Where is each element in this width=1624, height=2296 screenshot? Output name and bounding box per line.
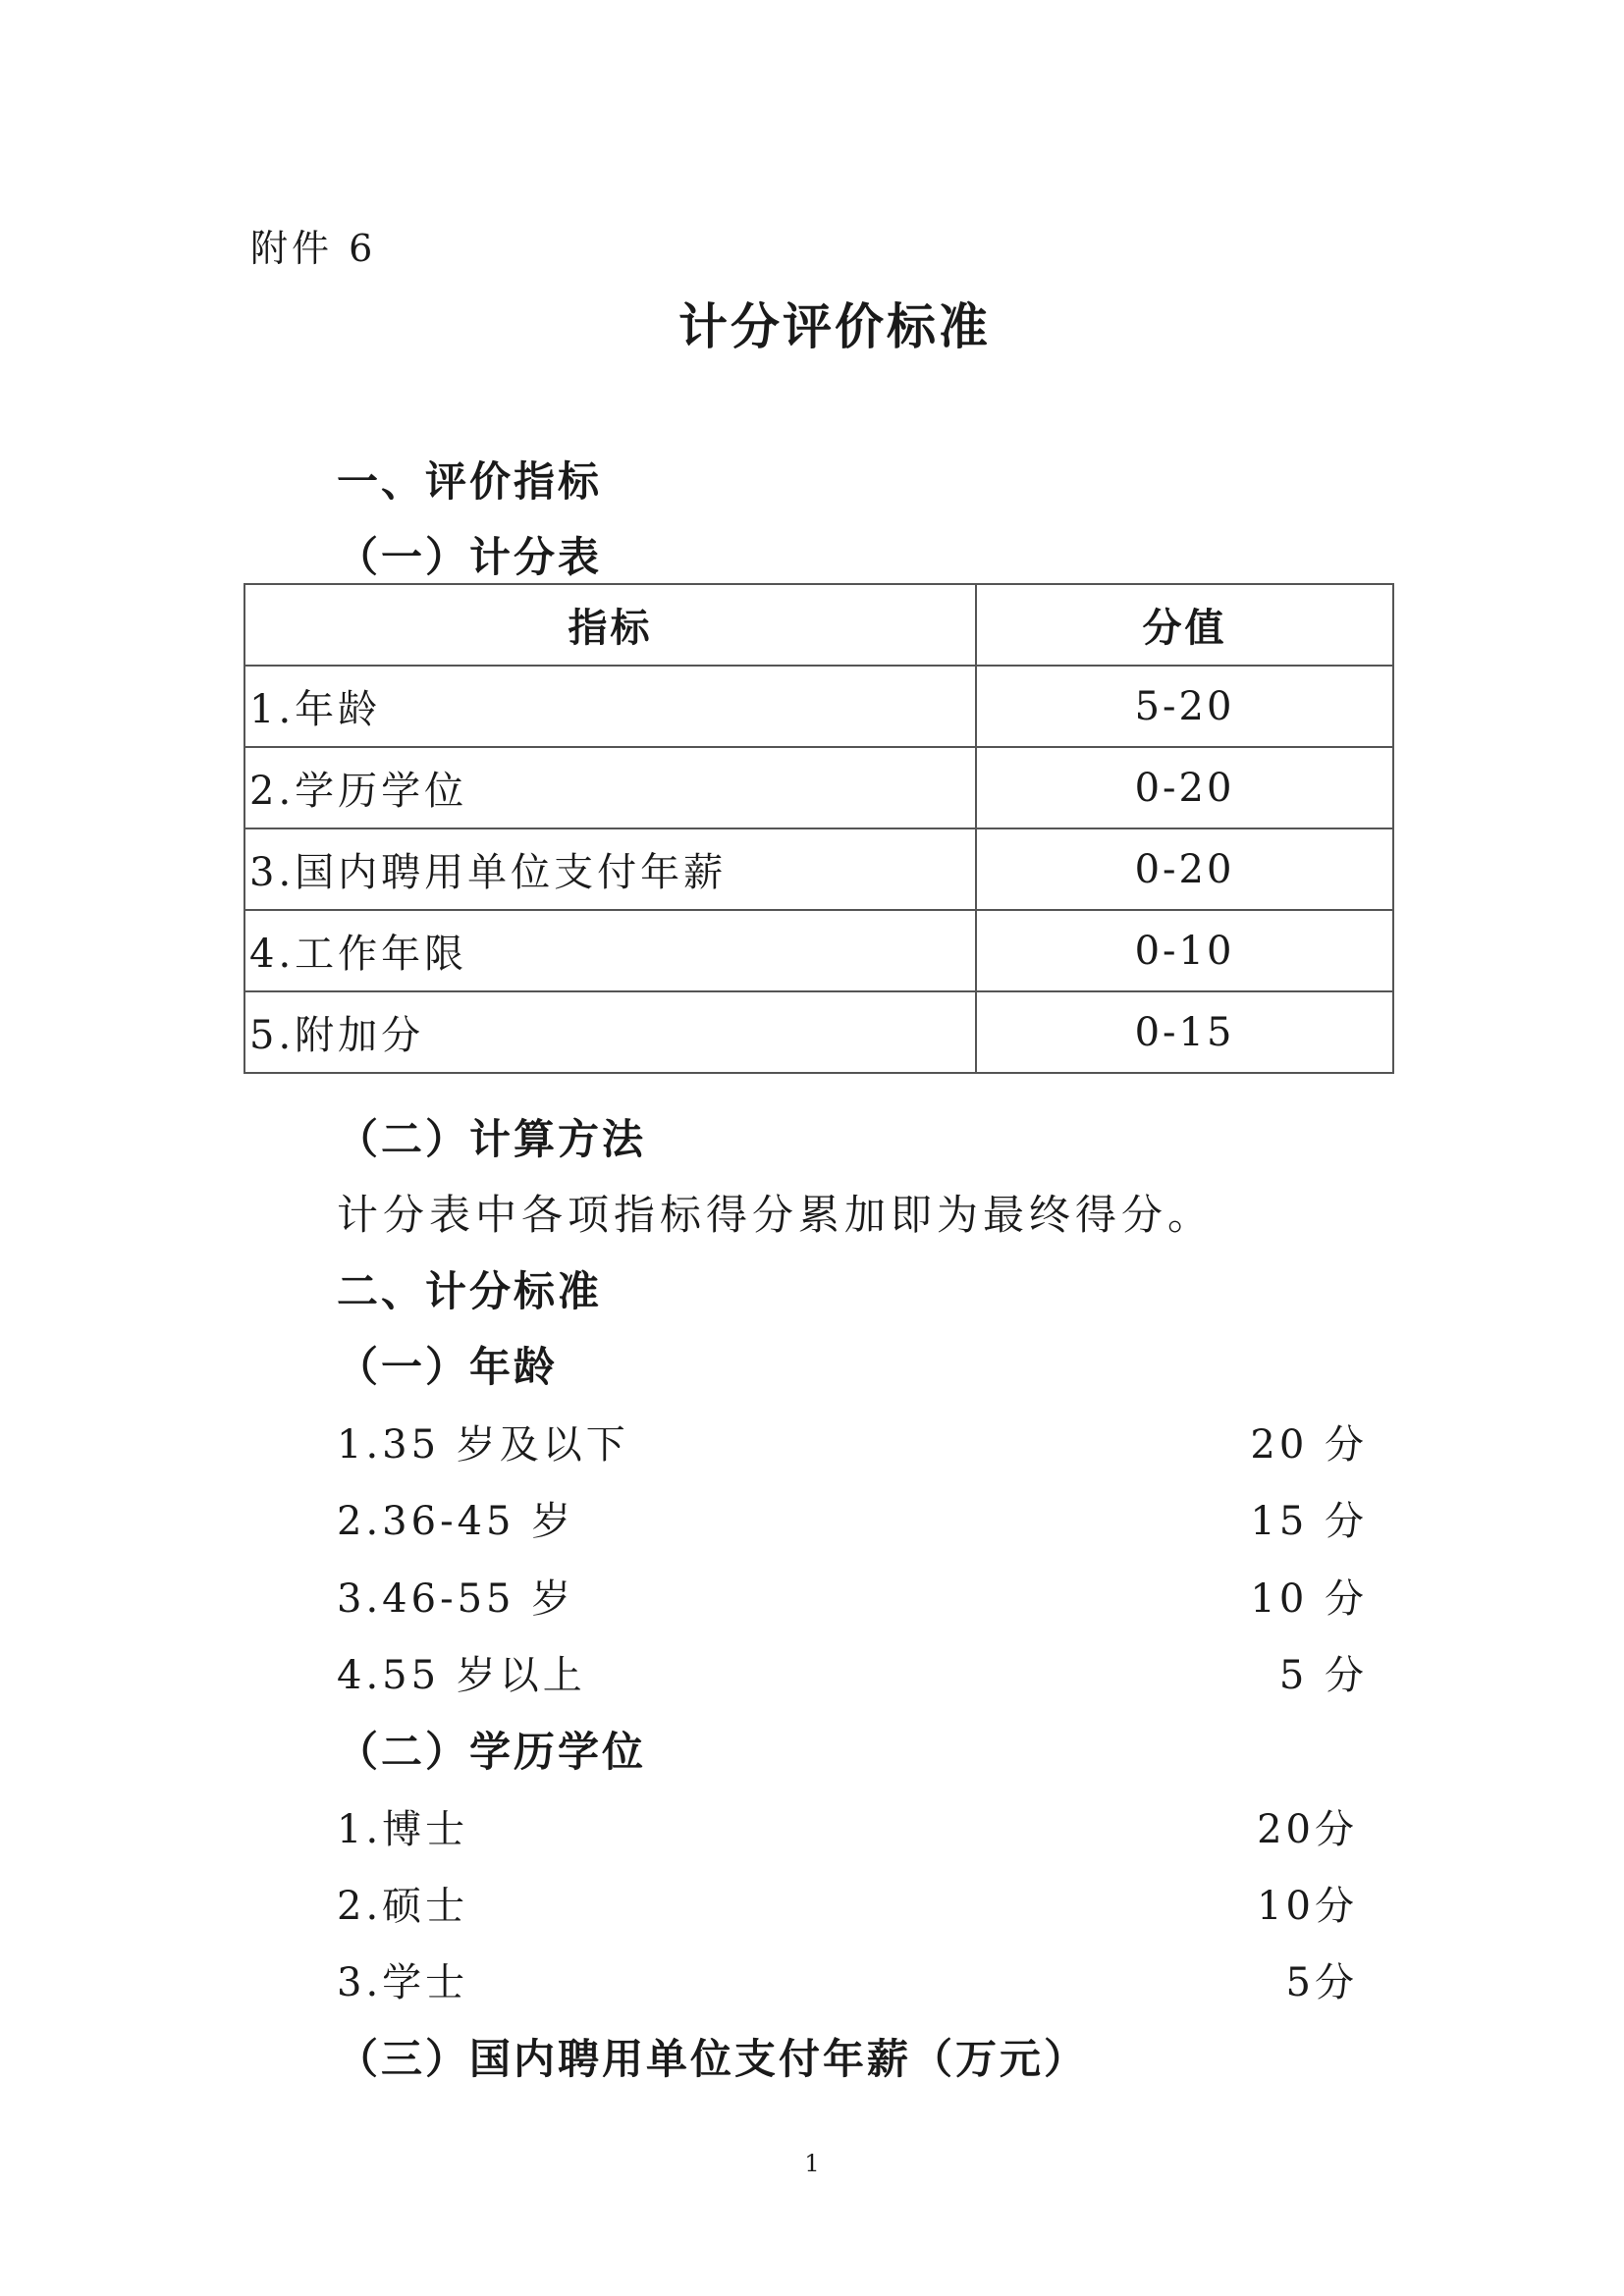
table-cell-score: 5-20	[976, 666, 1393, 747]
table-row	[244, 991, 1393, 1073]
table-cell-indicator: 5.附加分	[244, 991, 976, 1073]
section1-heading: 一、评价指标	[337, 457, 603, 506]
attachment-label: 附件 6	[250, 227, 377, 270]
degree-label: 3.学士	[337, 1960, 469, 2005]
age-score: 5 分	[1278, 1653, 1368, 1698]
table-cell-indicator: 2.学历学位	[244, 747, 976, 828]
table-header-score: 分值	[976, 584, 1393, 666]
degree-heading: （二）学历学位	[337, 1728, 647, 1776]
table-cell-score: 0-20	[976, 828, 1393, 910]
table-cell-score: 0-10	[976, 910, 1393, 991]
degree-score: 20分	[1257, 1807, 1358, 1852]
score-table	[244, 583, 1394, 1074]
table-cell-score: 0-20	[976, 747, 1393, 828]
page-number: 1	[804, 2150, 820, 2177]
score-table-heading: （一）计分表	[337, 533, 603, 581]
table-cell-indicator: 3.国内聘用单位支付年薪	[244, 828, 976, 910]
age-score: 10 分	[1250, 1576, 1368, 1622]
salary-heading: （三）国内聘用单位支付年薪（万元）	[337, 2035, 1089, 2083]
table-cell-indicator: 1.年龄	[244, 666, 976, 747]
method-heading: （二）计算方法	[337, 1115, 647, 1163]
degree-label: 2.硕士	[337, 1884, 469, 1929]
table-header-indicator: 指标	[244, 584, 976, 666]
document-title: 计分评价标准	[678, 297, 991, 355]
degree-score: 10分	[1257, 1884, 1358, 1929]
age-label: 4.55 岁以上	[337, 1653, 586, 1698]
method-text: 计分表中各项指标得分累加即为最终得分。	[337, 1191, 1215, 1239]
table-cell-score: 0-15	[976, 991, 1393, 1073]
age-label: 2.36-45 岁	[337, 1499, 575, 1544]
age-label: 1.35 岁及以下	[337, 1422, 629, 1468]
age-label: 3.46-55 岁	[337, 1576, 575, 1622]
age-score: 20 分	[1250, 1422, 1368, 1468]
table-row	[244, 828, 1393, 910]
table-row	[244, 910, 1393, 991]
age-heading: （一）年龄	[337, 1343, 559, 1391]
table-header-row	[244, 584, 1393, 666]
degree-label: 1.博士	[337, 1807, 469, 1852]
table-row	[244, 747, 1393, 828]
degree-score: 5分	[1285, 1960, 1358, 2005]
age-score: 15 分	[1250, 1499, 1368, 1544]
section2-heading: 二、计分标准	[337, 1267, 603, 1315]
table-cell-indicator: 4.工作年限	[244, 910, 976, 991]
table-row	[244, 666, 1393, 747]
